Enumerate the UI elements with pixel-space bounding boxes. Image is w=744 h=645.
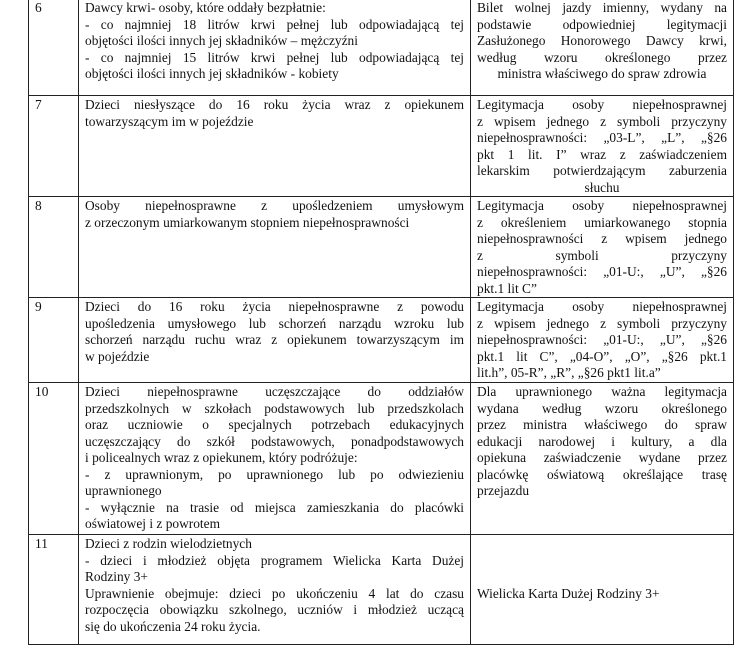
- cell-line: Rodziny 3+: [85, 569, 148, 584]
- cell-line: lit.h”, 05-R”, „R”, „§26 pkt1 lit.a”: [477, 365, 661, 380]
- cell-line: [477, 536, 727, 553]
- cell-line: - co najmniej 15 litrów krwi pełnej lub odpowiadającą tej: [85, 49, 464, 65]
- cell-line: lekarskim potwierdzającym zaburzenia: [477, 163, 727, 178]
- cell-line: z określeniem umiarkowanego stopnia: [477, 214, 727, 230]
- cell-line: Dzieci do 16 roku życia niepełnosprawne z powodu: [85, 299, 464, 314]
- required-document-cell: [471, 96, 734, 197]
- cell-line: rozpoczęcia obowiązku szkolnego, uczniów i młodzież uczącą: [85, 602, 464, 617]
- cell-line: w pojeździe: [85, 348, 150, 364]
- entitled-persons-cell: [79, 383, 471, 535]
- cell-line: się do ukończenia 24 roku życia.: [85, 618, 261, 634]
- cell-line: oświatowej i z powrotem: [85, 516, 220, 531]
- cell-line: Dawcy krwi- osoby, które oddały bezpłatnie:: [85, 0, 326, 15]
- table-row: [29, 96, 734, 197]
- cell-line: niepełnosprawności: „03-L”, „L”, „§26: [477, 130, 727, 145]
- cell-line: z wpisem jednego z symboli przyczyny: [477, 315, 727, 331]
- entitled-persons-cell: [79, 298, 471, 383]
- cell-line: Dzieci niesłyszące do 16 roku życia wraz z opiekunem: [85, 97, 464, 112]
- cell-line: Legitymacja osoby niepełnosprawnej: [477, 198, 727, 213]
- cell-line: - co najmniej 18 litrów krwi pełnej lub odpowiadającą tej: [85, 16, 464, 32]
- table-row: [29, 0, 734, 96]
- cell-line: z symboli przyczyny: [477, 247, 727, 263]
- table-row: [29, 535, 734, 645]
- cell-line: niepełnosprawności z wpisem jednego: [477, 231, 727, 246]
- cell-line: oraz uczniowie o specjalnych potrzebach edukacyjnych: [85, 417, 464, 432]
- cell-line: niepełnosprawności: „01-U:, „U”, „§26: [477, 332, 727, 347]
- cell-line: Dla uprawnionego ważna legitymacja: [477, 384, 727, 399]
- cell-line: objętości ilości innych jej składników – mężczyźni: [85, 33, 358, 48]
- cell-line: towarzyszącym im w pojeździe: [85, 113, 254, 129]
- cell-line: Bilet wolnej jazdy imienny, wydany na: [477, 0, 727, 15]
- cell-line: Uprawnienie obejmuje: dzieci po ukończeniu 4 lat do czasu: [85, 585, 464, 601]
- entitled-persons-cell: [79, 0, 471, 96]
- cell-line: Dzieci niepełnosprawne uczęszczające do oddziałów: [85, 384, 464, 399]
- cell-line: Dzieci z rodzin wielodzietnych: [85, 536, 252, 551]
- required-document-cell: [471, 0, 734, 96]
- cell-line: przedszkolnych w szkołach podstawowych lub przedszkolach: [85, 400, 464, 416]
- cell-line: - z uprawnionym, po uprawnionego lub po odwiezieniu: [85, 466, 464, 482]
- cell-line: z orzeczonym umiarkowanym stopniem niepełnosprawności: [85, 214, 410, 230]
- cell-line: według wzoru określonego przez: [477, 49, 727, 65]
- row-number: 6: [29, 0, 79, 96]
- cell-line: Legitymacja osoby niepełnosprawnej: [477, 299, 727, 314]
- cell-line: przez ministra właściwego do spraw: [477, 417, 727, 432]
- entitled-persons-cell: [79, 197, 471, 298]
- row-number: 8: [29, 197, 79, 298]
- row-number: 9: [29, 298, 79, 383]
- cell-line: Zasłużonego Honorowego Dawcy krwi,: [477, 33, 727, 48]
- cell-line: - dzieci i młodzież objęta programem Wielicka Karta Dużej: [85, 552, 464, 568]
- cell-line: Legitymacja osoby niepełnosprawnej: [477, 97, 727, 112]
- table-row: [29, 298, 734, 383]
- cell-line: pkt.1 lit C”, „04-O”, „O”, „§26 pkt.1: [477, 348, 727, 364]
- cell-line: ministra właściwego do spraw zdrowia: [497, 66, 707, 81]
- required-document-cell: [471, 298, 734, 383]
- cell-line: - wyłącznie na trasie od miejsca zamieszkania do placówki: [85, 499, 464, 515]
- row-number: 10: [29, 383, 79, 535]
- entitled-persons-cell: [79, 535, 471, 645]
- cell-line: upośledzenia umysłowego lub schorzeń narządu wzroku lub: [85, 315, 464, 331]
- cell-line: edukacji narodowej i kultury, a dla: [477, 433, 727, 449]
- cell-line: z wpisem jednego z symboli przyczyny: [477, 113, 727, 129]
- cell-line: placówkę oświatową określające trasę: [477, 466, 727, 482]
- table-row: [29, 383, 734, 535]
- cell-line: uprawnionego: [85, 483, 162, 498]
- required-document-cell: [471, 197, 734, 298]
- row-number: 7: [29, 96, 79, 197]
- required-document-cell: [471, 383, 734, 535]
- cell-line: Osoby niepełnosprawne z upośledzeniem umysłowym: [85, 198, 464, 213]
- cell-line: Wielicka Karta Dużej Rodziny 3+: [477, 585, 660, 601]
- cell-line: pkt.1 lit C”: [477, 280, 537, 296]
- cell-line: uczęszczający do szkół podstawowych, ponadpodstawowych: [85, 433, 464, 449]
- cell-line: [477, 553, 727, 570]
- cell-line: słuchu: [584, 179, 620, 195]
- cell-line: [477, 569, 727, 586]
- cell-line: pkt 1 lit. I” wraz z zaświadczeniem: [477, 146, 727, 162]
- cell-line: niepełnosprawności: „01-U:, „U”, „§26: [477, 264, 727, 279]
- cell-line: opiekuna zaświadczenie wydane przez: [477, 450, 727, 465]
- cell-line: przejazdu: [477, 483, 530, 498]
- cell-line: wydana według wzoru określonego: [477, 400, 727, 416]
- cell-line: podstawie odpowiedniej legitymacji: [477, 16, 727, 32]
- row-number: 11: [29, 535, 79, 645]
- cell-line: schorzeń narządu ruchu wraz z opiekunem towarzyszącym im: [85, 332, 464, 347]
- entitled-persons-cell: [79, 96, 471, 197]
- cell-line: i policealnych wraz z opiekunem, który podróżuje:: [85, 450, 358, 465]
- required-document-cell: [471, 535, 734, 645]
- benefits-table: [28, 0, 734, 645]
- table-row: [29, 197, 734, 298]
- cell-line: objętości ilości innych jej składników - kobiety: [85, 66, 339, 81]
